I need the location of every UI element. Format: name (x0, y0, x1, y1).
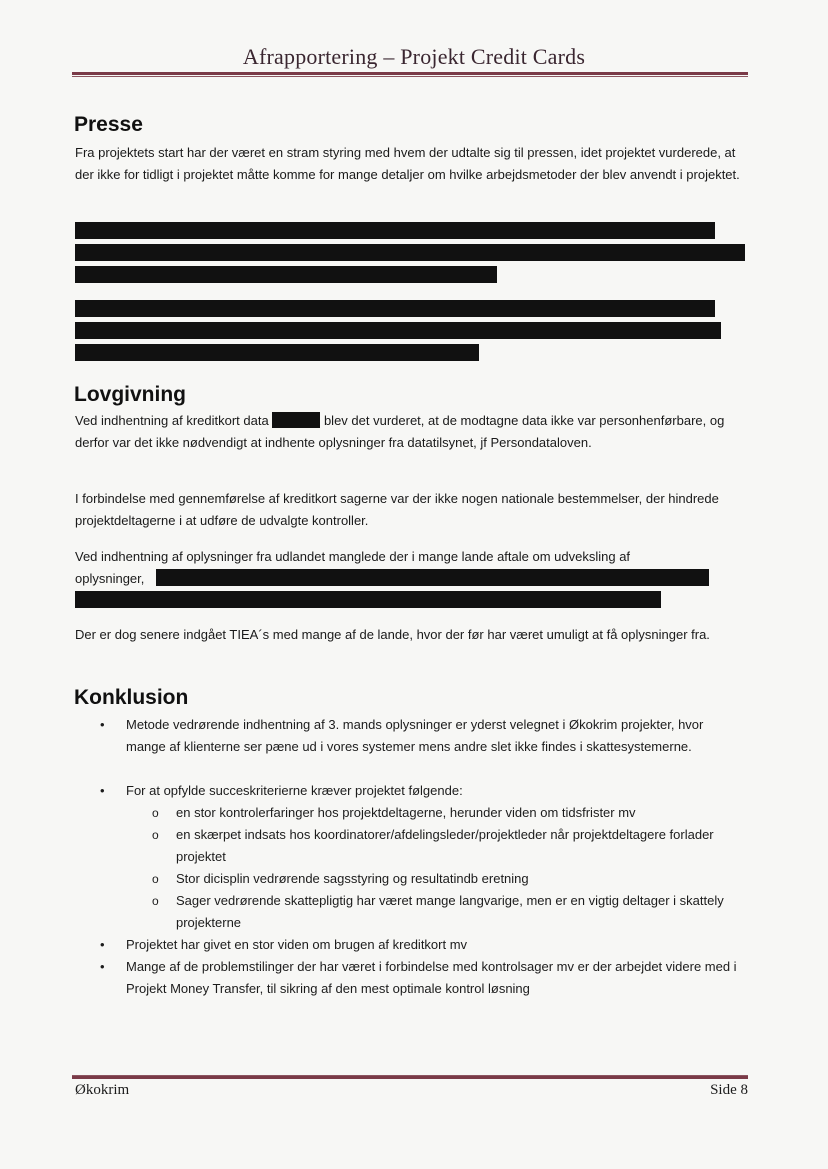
bullet-item-2: For at opfylde succeskriterierne kræver projektet følgende: (126, 783, 463, 798)
footer-page-number: Side 8 (710, 1082, 748, 1098)
lovgivning-paragraph-3-line-1: Ved indhentning af oplysninger fra udlandet manglede der i mange lande aftale om udveksling af (75, 549, 631, 564)
redaction-block (75, 244, 745, 261)
footer-organisation: Økokrim (75, 1082, 130, 1098)
sub-bullet-item-3: Stor dicisplin vedrørende sagsstyring og resultatindb eretning (176, 871, 529, 886)
redaction-block (75, 266, 497, 283)
redaction-block (75, 300, 715, 317)
presse-paragraph: Fra projektets start har der været en stram styring med hvem der udtalte sig til pressen, idet projektet vurderede, at der ikke for tidligt i projektet måtte komme for mange detaljer om hvilke arbejdsmetoder der blev anvendt i projektet. (75, 145, 740, 182)
bullet-marker: • (100, 937, 105, 952)
bullet-marker: • (100, 783, 105, 798)
page-header-title: Afrapportering – Projekt Credit Cards (242, 44, 586, 69)
bullet-marker: • (100, 717, 105, 732)
sub-bullet-item-2: en skærpet indsats hos koordinatorer/afdelingsleder/projektleder når projektdeltagere forlader projektet (176, 827, 714, 864)
redaction-inline (272, 412, 320, 428)
footer-rule (72, 1074, 748, 1079)
section-heading-lovgivning: Lovgivning (74, 383, 186, 406)
sub-bullet-marker: o (152, 894, 159, 908)
redaction-block (75, 591, 661, 608)
lovgivning-paragraph-2: I forbindelse med gennemførelse af kreditkort sagerne var der ikke nogen nationale bestemmelser, der hindrede projektdeltagerne i at udføre de udvalgte kontroller. (75, 491, 719, 528)
sub-bullet-item-1: en stor kontrolerfaringer hos projektdeltagerne, herunder viden om tidsfrister mv (176, 805, 636, 820)
lovgivning-p1-text-b: blev det vurderet, at de modtagne data ikke var personhenførbare, og derfor var det ikke nødvendigt at indhente oplysninger fra datatilsynet, jf Persondataloven. (75, 413, 725, 450)
redaction-block (75, 222, 715, 239)
sub-bullet-marker: o (152, 806, 159, 820)
section-heading-konklusion: Konklusion (74, 686, 189, 709)
lovgivning-p1-text-a: Ved indhentning af kreditkort data (75, 413, 269, 428)
sub-bullet-item-4: Sager vedrørende skattepligtig har været mange langvarige, men er en vigtig deltager i skattely projekterne (176, 893, 724, 930)
bullet-marker: • (100, 959, 105, 974)
bullet-item-4: Mange af de problemstilinger der har været i forbindelse med kontrolsager mv er der arbejdet videre med i Projekt Money Transfer, til sikring af den mest optimale kontrol løsning (126, 959, 737, 996)
sub-bullet-marker: o (152, 828, 159, 842)
redaction-block (75, 344, 479, 361)
header-rule (72, 72, 748, 77)
lovgivning-paragraph-1 (75, 410, 747, 454)
redaction-block (75, 322, 721, 339)
lovgivning-paragraph-3-line-2: oplysninger, (75, 571, 145, 586)
bullet-item-1: Metode vedrørende indhentning af 3. mands oplysninger er yderst velegnet i Økokrim projekter, hvor mange af klienterne ser pæne ud i vores systemer mens andre slet ikke findes i skattesystemerne. (126, 717, 704, 754)
lovgivning-paragraph-4: Der er dog senere indgået TIEA´s med mange af de lande, hvor der før har været umuligt at få oplysninger fra. (75, 627, 710, 642)
sub-bullet-marker: o (152, 872, 159, 886)
redaction-block (156, 569, 709, 586)
section-heading-presse: Presse (74, 113, 143, 136)
bullet-item-3: Projektet har givet en stor viden om brugen af kreditkort mv (126, 937, 468, 952)
